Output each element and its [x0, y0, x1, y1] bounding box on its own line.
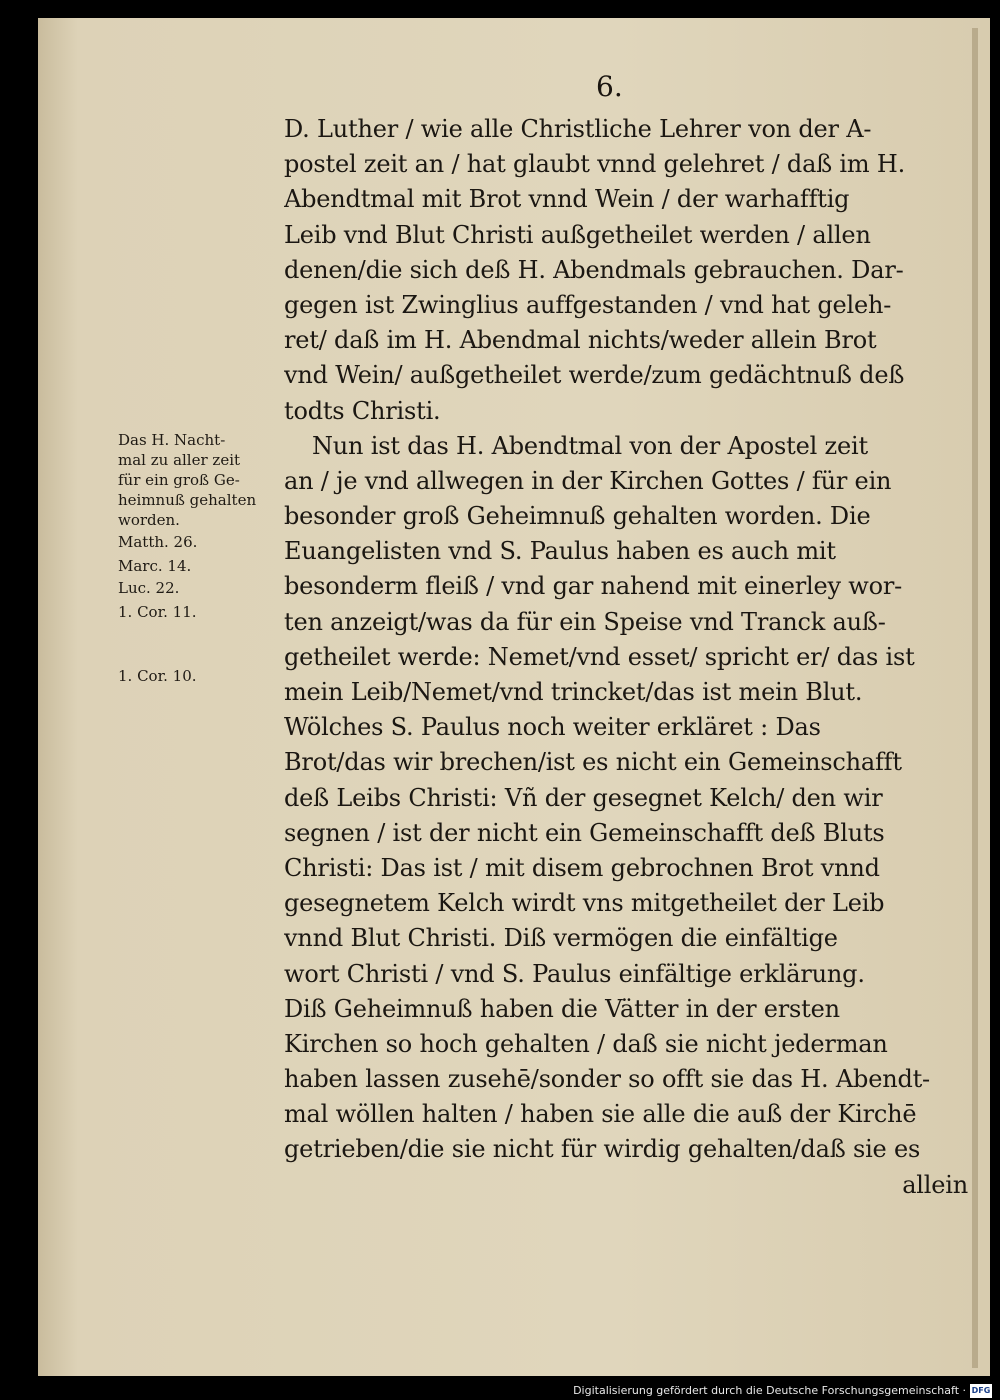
text-line: haben lassen zusehē/sonder so offt sie das H. Abendt- — [284, 1065, 930, 1094]
text-line: ret/ daß im H. Abendmal nichts/weder allein Brot — [284, 326, 877, 355]
text-line: Leib vnd Blut Christi außgetheilet werden / allen — [284, 220, 871, 249]
body-text — [284, 112, 968, 1203]
page-number: 6. — [596, 70, 623, 103]
text-line: D. Luther / wie alle Christliche Lehrer von der A- — [284, 115, 872, 143]
dfg-logo: DFG — [970, 1384, 992, 1398]
text-line: getrieben/die sie nicht für wirdig gehalten/daß sie es — [284, 1135, 921, 1164]
margin-note: Das H. Nacht- — [118, 431, 226, 449]
text-line: Abendtmal mit Brot vnnd Wein / der warhafftig — [284, 185, 850, 214]
page-edge — [972, 28, 978, 1368]
text-line: denen/die sich deß H. Abendmals gebrauchen. Dar- — [284, 255, 904, 284]
text-line: an / je vnd allwegen in der Kirchen Gottes / für ein — [284, 466, 892, 495]
text-line: wort Christi / vnd S. Paulus einfältige erklärung. — [284, 959, 865, 988]
text-line: getheilet werde: Nemet/vnd esset/ spricht er/ das ist — [284, 642, 915, 671]
text-line: gesegnetem Kelch wirdt vns mitgetheilet der Leib — [284, 889, 885, 918]
text-line: Diß Geheimnuß haben die Vätter in der ersten — [284, 994, 840, 1023]
text-line: Kirchen so hoch gehalten / daß sie nicht jederman — [284, 1029, 888, 1058]
text-line: Christi: Das ist / mit disem gebrochnen Brot vnnd — [284, 853, 880, 882]
text-line: besonderm fleiß / vnd gar nahend mit einerley wor- — [284, 572, 903, 601]
text-line: besonder groß Geheimnuß gehalten worden. Die — [284, 502, 871, 531]
margin-note: für ein groß Ge- — [118, 471, 240, 489]
funding-credit: Digitalisierung gefördert durch die Deutsche Forschungsgemeinschaft · — [573, 1384, 966, 1397]
text-line: Euangelisten vnd S. Paulus haben es auch mit — [284, 537, 836, 566]
margin-reference: Marc. 14. — [118, 557, 192, 575]
text-line: mein Leib/Nemet/vnd trincket/das ist mein Blut. — [284, 678, 863, 706]
text-line: todts Christi. — [284, 396, 441, 425]
text-line: deß Leibs Christi: Vñ der gesegnet Kelch/ den wir — [284, 783, 883, 812]
margin-note: heimnuß gehalten — [118, 491, 257, 509]
text-line: Brot/das wir brechen/ist es nicht ein Gemeinschafft — [284, 748, 902, 777]
text-line: vnd Wein/ außgetheilet werde/zum gedächtnuß deß — [284, 361, 905, 390]
margin-reference: 1. Cor. 10. — [118, 667, 197, 685]
text-line: mal wöllen halten / haben sie alle die auß der Kirchē — [284, 1100, 917, 1129]
margin-reference: 1. Cor. 11. — [118, 603, 197, 621]
catchword: allein — [902, 1170, 968, 1199]
text-line: gegen ist Zwinglius auffgestanden / vnd hat geleh- — [284, 290, 892, 319]
footer-bar — [0, 1382, 994, 1400]
text-line: Nun ist das H. Abendtmal von der Apostel zeit — [312, 431, 868, 460]
text-line: vnnd Blut Christi. Diß vermögen die einfältige — [284, 924, 838, 953]
margin-note: worden. — [118, 511, 180, 529]
text-line: ten anzeigt/was da für ein Speise vnd Tranck auß- — [284, 607, 886, 636]
margin-note: mal zu aller zeit — [118, 451, 241, 469]
margin-reference: Matth. 26. — [118, 533, 198, 551]
text-line: postel zeit an / hat glaubt vnnd gelehret / daß im H. — [284, 150, 906, 179]
text-line: segnen / ist der nicht ein Gemeinschafft deß Bluts — [284, 818, 885, 847]
margin-reference: Luc. 22. — [118, 579, 180, 597]
text-line: Wölches S. Paulus noch weiter erkläret : Das — [284, 713, 821, 742]
